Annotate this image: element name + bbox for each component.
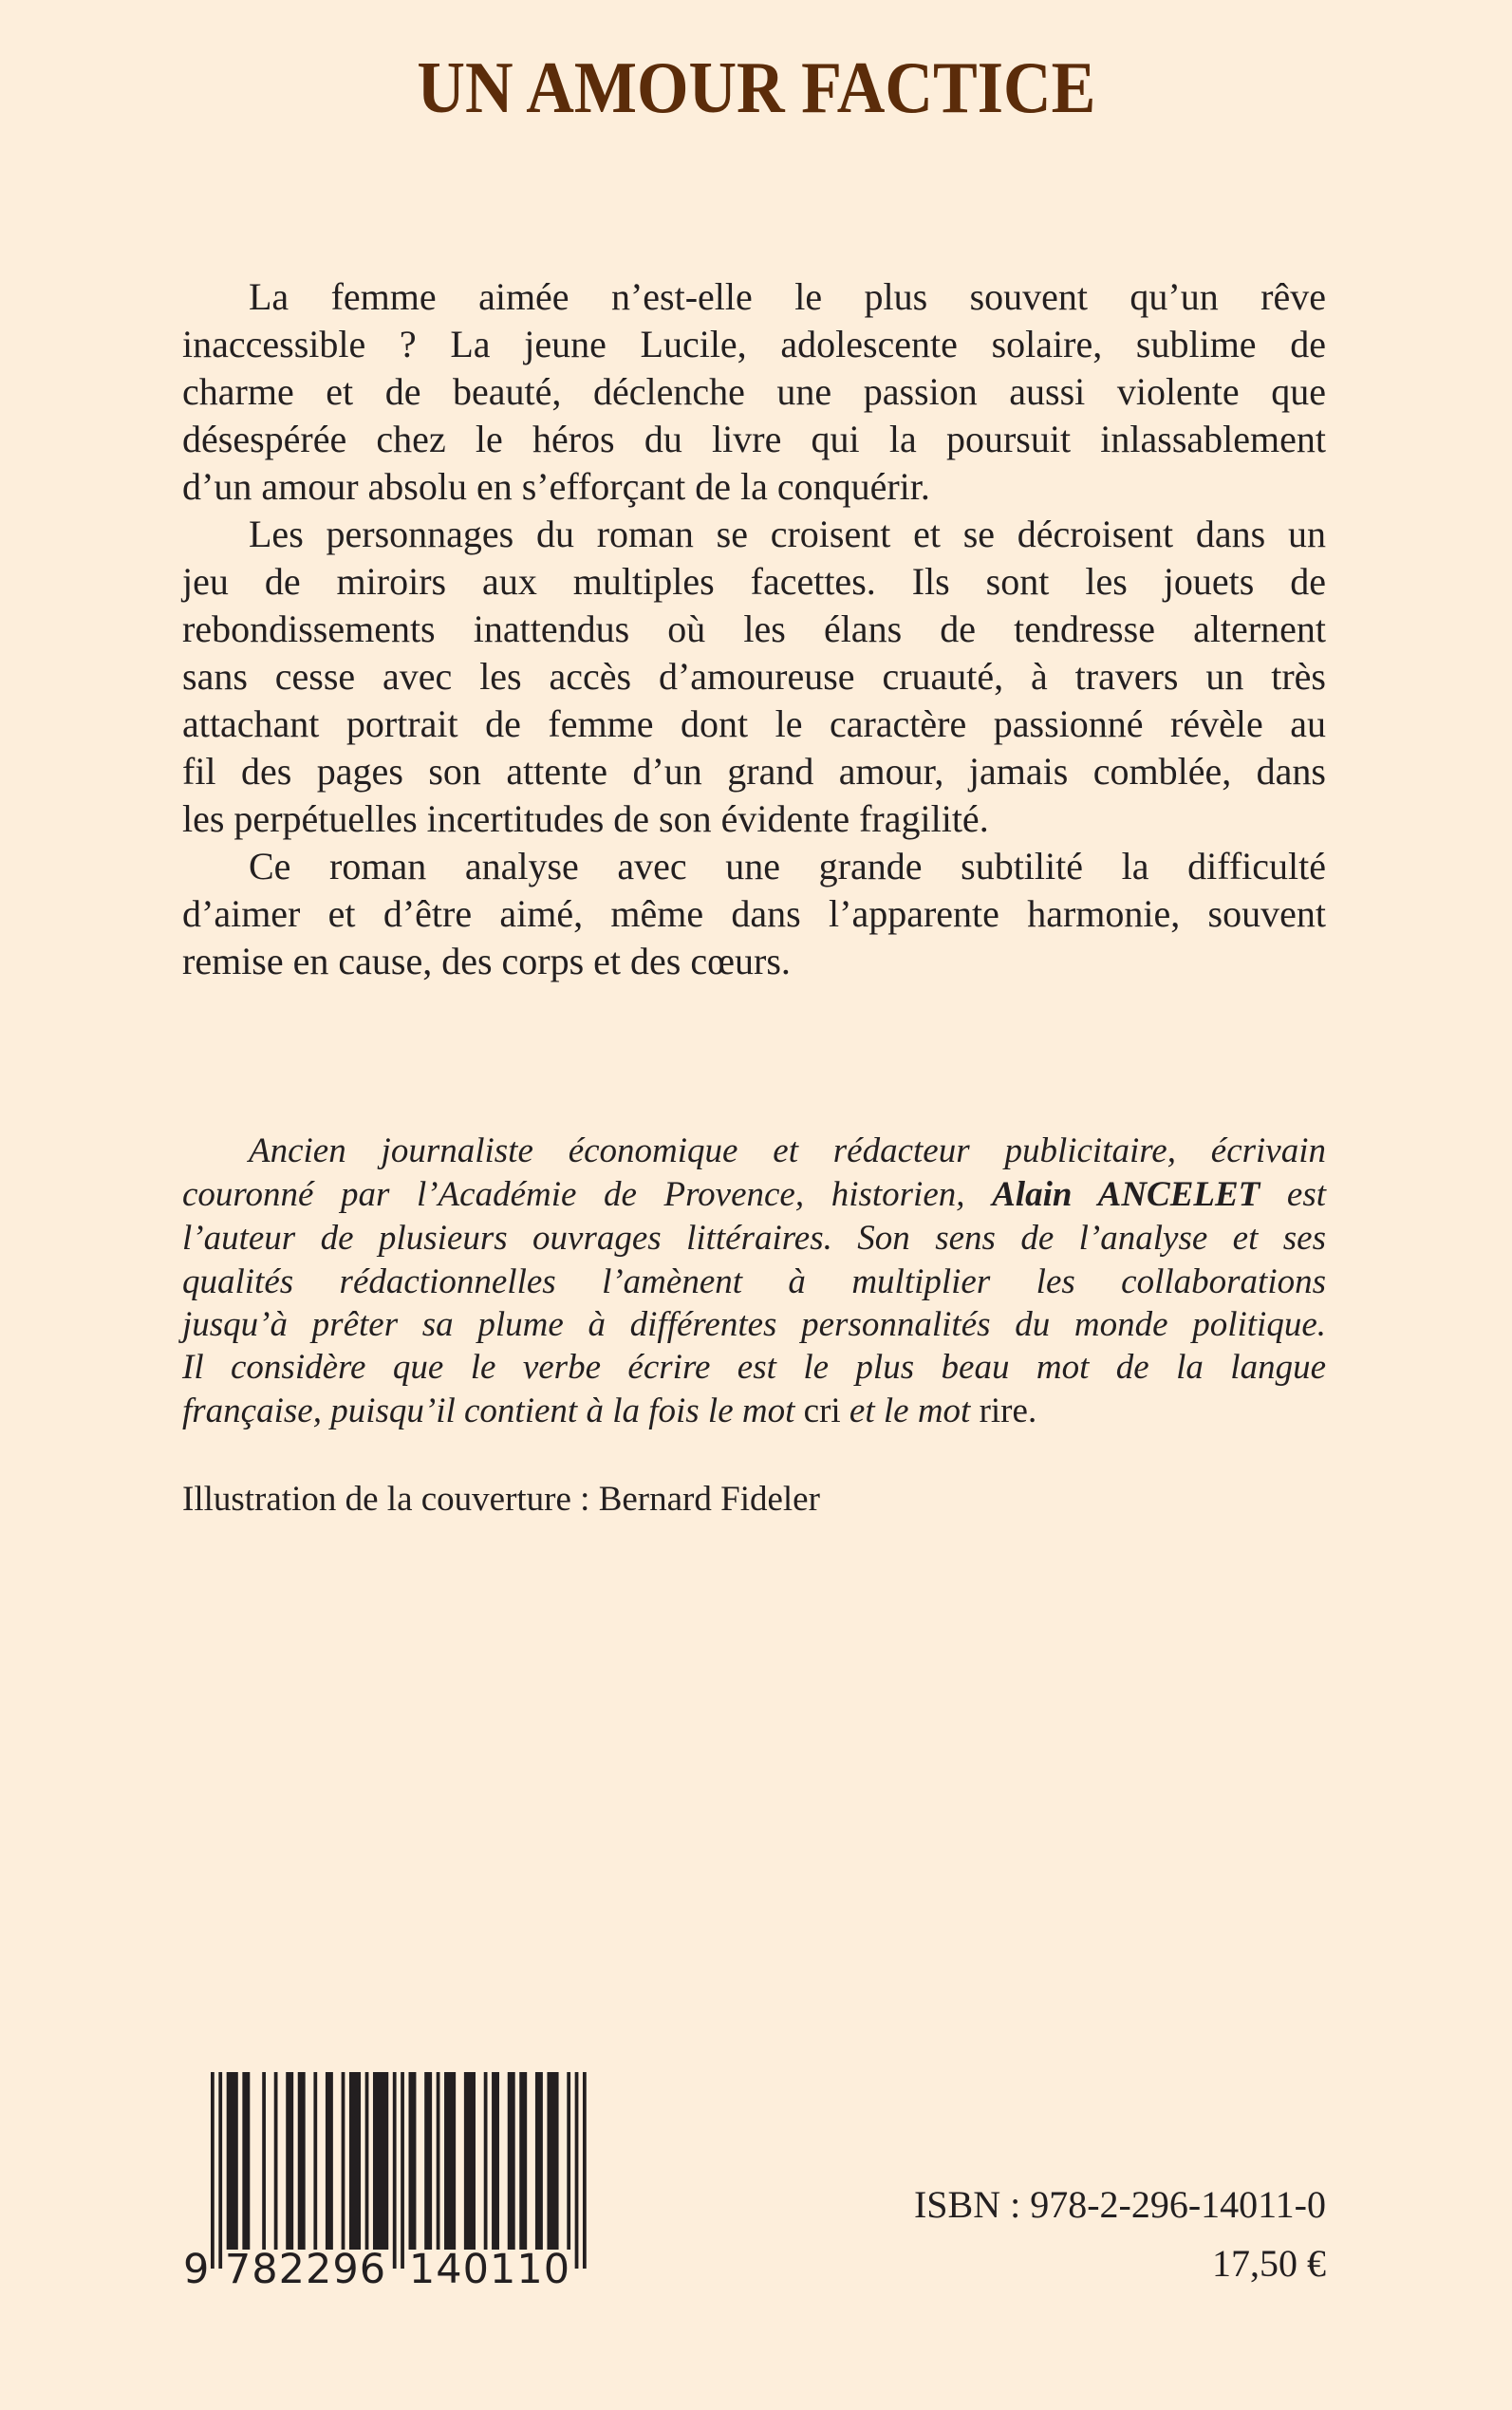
barcode-bar [484,2072,488,2250]
synopsis-line: La femme aimée n’est-elle le plus souvent qu’un rêve [249,275,1326,318]
author-bio-text: couronné par l’Académie de Provence, historien, [182,1175,993,1214]
barcode-guard-bar [575,2072,579,2269]
author-bio-line: l’auteur de plusieurs ouvrages littéraires. Son sens de l’analyse et ses [182,1219,1326,1258]
price: 17,50 € [1212,2242,1326,2285]
book-title [0,45,1512,130]
author-bio-line [182,1173,1326,1217]
barcode-bar [508,2072,515,2250]
synopsis-line: remise en cause, des corps et des cœurs. [182,940,791,982]
author-bio-line: qualités rédactionnelles l’amènent à multiplier les collaborations [182,1262,1326,1301]
barcode-bar [286,2072,293,2250]
barcode-bar [444,2072,456,2250]
barcode-right-digits: 140110 [408,2246,571,2293]
barcode-bar [409,2072,417,2250]
barcode-bar [492,2072,499,2250]
barcode-bar [274,2072,278,2250]
author-bio-text: française, puisqu’il contient à la fois le mot [182,1392,804,1430]
barcode-bar [519,2072,527,2250]
barcode-bar [242,2072,250,2250]
author-bio-line: jusqu’à prêter sa plume à différentes personnalités du monde politique. [182,1305,1326,1344]
author-bio-line: Ancien journaliste économique et rédacteur publicitaire, écrivain [249,1131,1326,1170]
author-name: Alain ANCELET [992,1175,1260,1214]
isbn-barcode [180,2069,598,2297]
barcode-bar [298,2072,306,2250]
barcode-bar [547,2072,558,2250]
barcode-bar [326,2072,333,2250]
barcode-guard-bar [211,2072,215,2269]
author-bio-text: . [1027,1392,1037,1430]
barcode-bar [373,2072,388,2250]
barcode-guard-bar [393,2072,397,2269]
barcode-guard-bar [583,2072,587,2269]
barcode-left-digits: 782296 [224,2246,387,2293]
barcode-first-digit: 9 [183,2246,210,2293]
author-bio-text: est [1260,1175,1326,1214]
synopsis-line: jeu de miroirs aux multiples facettes. Ils sont les jouets de [182,560,1326,603]
author-bio-line [182,1390,1326,1433]
synopsis-line: Les personnages du roman se croisent et se décroisent dans un [249,513,1326,555]
synopsis-line: d’un amour absolu en s’efforçant de la conquérir. [182,465,930,508]
synopsis-line: rebondissements inattendus où les élans de tendresse alternent [182,607,1326,650]
barcode-bar [567,2072,570,2250]
barcode-bar [342,2072,345,2250]
synopsis-line: fil des pages son attente d’un grand amour, jamais comblée, dans [182,750,1326,793]
barcode-bar [349,2072,361,2250]
barcode-bar [424,2072,432,2250]
barcode-guard-bar [401,2072,404,2269]
barcode-bar [227,2072,238,2250]
author-bio-text: et le mot [840,1392,980,1430]
synopsis-line: désespérée chez le héros du livre qui la poursuit inlassablement [182,418,1326,460]
barcode-guard-bar [218,2072,222,2269]
isbn-label: ISBN : 978-2-296-14011-0 [913,2183,1326,2226]
synopsis-line: inaccessible ? La jeune Lucile, adolescente solaire, sublime de [182,323,1326,365]
word-rire: rire [979,1392,1028,1430]
synopsis-line: Ce roman analyse avec une grande subtilité la difficulté [249,845,1326,887]
barcode-bar [535,2072,543,2250]
book-title-text: UN AMOUR FACTICE [417,47,1095,128]
synopsis-line: sans cesse avec les accès d’amoureuse cruauté, à travers un très [182,655,1326,698]
barcode-bar [262,2072,266,2250]
synopsis-line: charme et de beauté, déclenche une passion aussi violente que [182,370,1326,413]
synopsis-line: attachant portrait de femme dont le caractère passionné révèle au [182,702,1326,745]
barcode-bar [464,2072,476,2250]
barcode-bar [437,2072,440,2250]
illustration-credit: Illustration de la couverture : Bernard Fideler [182,1480,820,1519]
word-cri: cri [803,1392,841,1430]
barcode-bars [211,2072,587,2269]
barcode-bar [313,2072,317,2250]
synopsis-line: les perpétuelles incertitudes de son évidente fragilité. [182,797,989,840]
author-bio-line: Il considère que le verbe écrire est le plus beau mot de la langue [182,1348,1326,1387]
synopsis-line: d’aimer et d’être aimé, même dans l’apparente harmonie, souvent [182,892,1326,935]
barcode-bar [365,2072,369,2250]
